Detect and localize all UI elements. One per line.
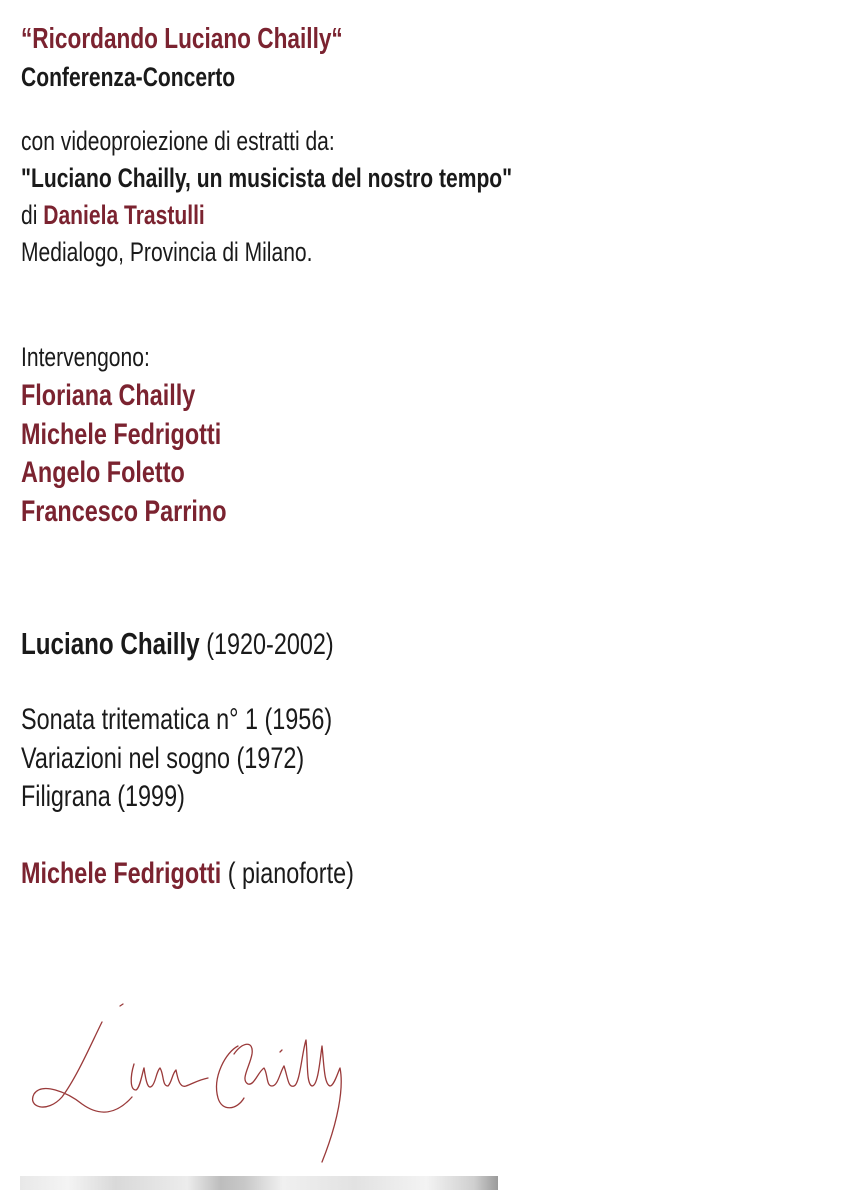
film-producer: Medialogo, Provincia di Milano. <box>21 237 313 267</box>
film-author-line <box>21 202 205 229</box>
author-prefix: di <box>21 200 44 230</box>
film-author: Daniela Trastulli <box>43 200 205 230</box>
signature-image <box>22 1002 352 1172</box>
event-subtitle: Conferenza-Concerto <box>21 62 236 92</box>
composer-name: Luciano Chailly <box>21 626 200 661</box>
speaker-name: Floriana Chailly <box>21 379 196 412</box>
speaker-name: Michele Fedrigotti <box>21 418 222 451</box>
composer-dates: (1920-2002) <box>199 628 334 661</box>
film-title: "Luciano Chailly, un musicista del nostro tempo" <box>21 163 513 193</box>
speaker-name: Angelo Foletto <box>21 456 185 489</box>
photo-edge <box>20 1176 498 1190</box>
program-work: Filigrana (1999) <box>21 780 185 813</box>
program-work: Variazioni nel sogno (1972) <box>21 742 305 775</box>
projection-intro: con videoproiezione di estratti da: <box>21 126 335 156</box>
performer-role: ( pianoforte) <box>221 857 354 890</box>
event-title: “Ricordando Luciano Chailly“ <box>21 23 343 55</box>
performer-name: Michele Fedrigotti <box>21 857 222 890</box>
speakers-label: Intervengono: <box>21 342 150 372</box>
performer-line <box>21 859 354 889</box>
program-work: Sonata tritematica n° 1 (1956) <box>21 703 333 736</box>
composer-line <box>21 628 334 660</box>
speaker-name: Francesco Parrino <box>21 495 227 528</box>
